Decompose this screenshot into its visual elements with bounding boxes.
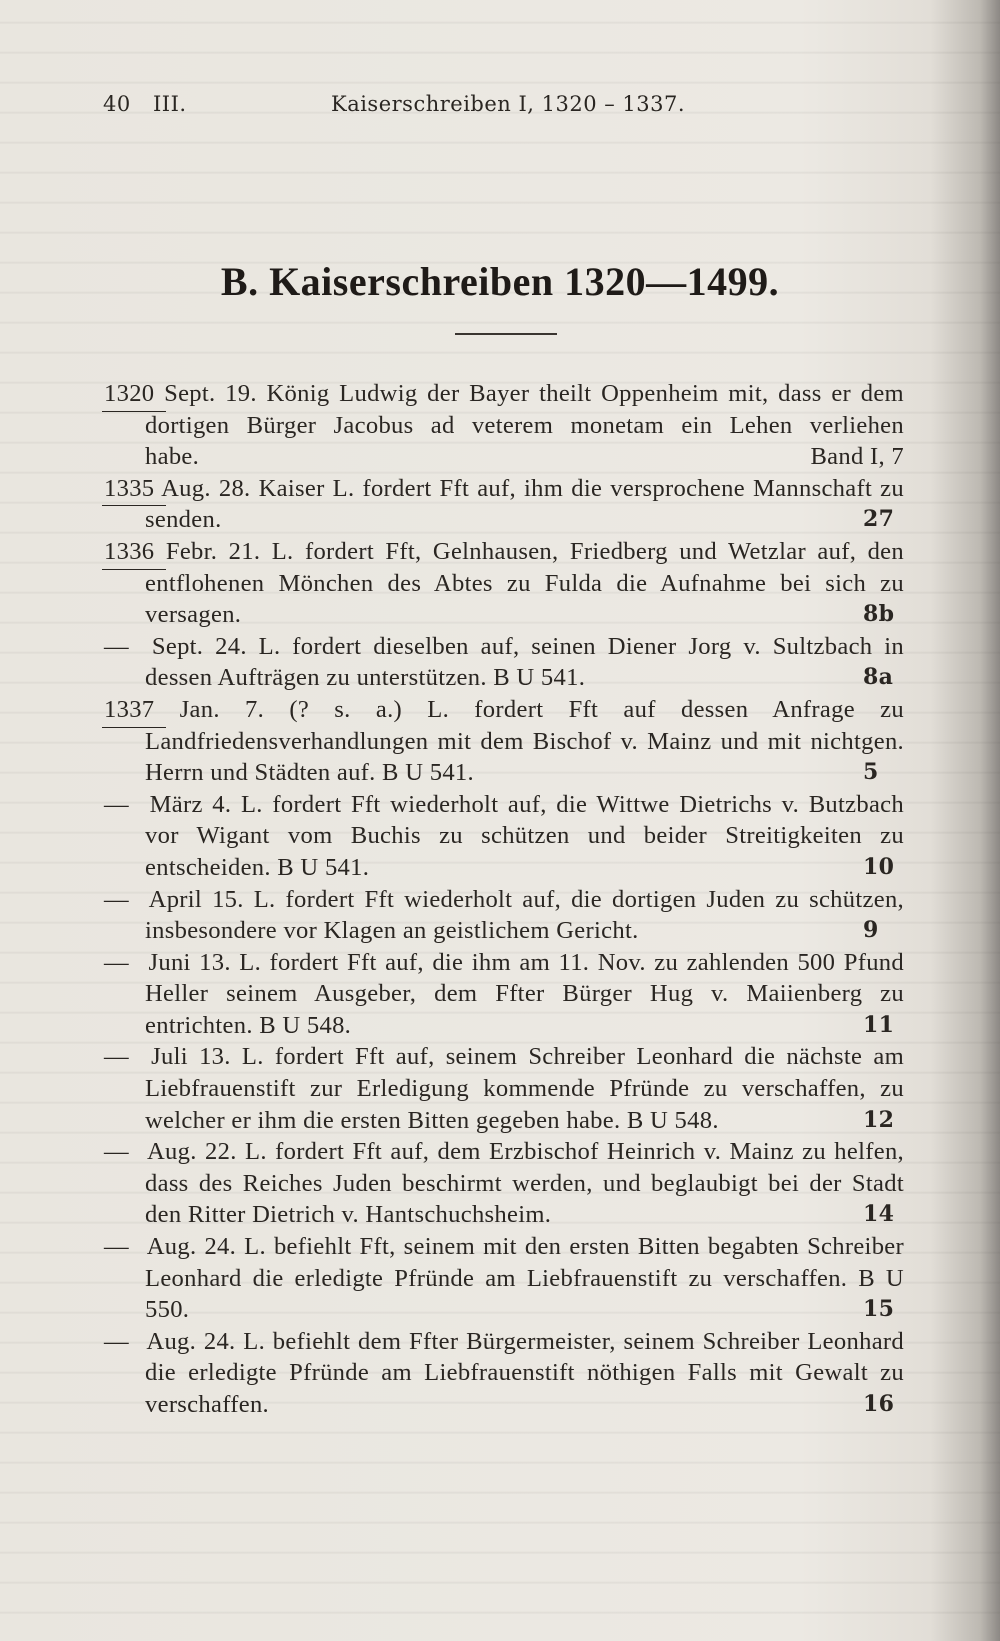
calendar-entry: 1335 Aug. 28. Kaiser L. fordert Fft auf, ihm die versprochene Mannschaft zu senden. 27: [104, 474, 904, 534]
same-year-dash: —: [104, 1043, 129, 1071]
entry-year: 1320: [104, 378, 154, 410]
entry-year: 1335: [104, 473, 154, 505]
calendar-entry: — März 4. L. fordert Fft wiederholt auf, die Wittwe Dietrichs v. Butzbach vor Wigant vom Buchis zu schützen und beider Streitigkeiten zu entscheiden. B U 541. 10: [104, 790, 904, 881]
entry-text: Aug. 24. L. befiehlt Fft, seinem mit den ersten Bitten begabten Schreiber Leonhard die erledigte Pfründe am Liebfrauenstift zu verschaffen. B U 550.: [140, 1233, 904, 1324]
entry-text: Febr. 21. L. fordert Fft, Gelnhausen, Friedberg und Wetzlar auf, den entflohenen Mönchen des Abtes zu Fulda die Aufnahme bei sich zu versagen.: [145, 537, 904, 629]
entry-text: Aug. 28. Kaiser L. fordert Fft auf, ihm die versprochene Mannschaft zu senden.: [145, 474, 904, 534]
same-year-dash: —: [104, 790, 129, 818]
page-number: 40: [103, 92, 131, 116]
same-year-dash: —: [104, 948, 129, 976]
entry-text: Sept. 24. L. fordert dieselben auf, seinen Diener Jorg v. Sultzbach in dessen Aufträgen zu unterstützen. B U 541.: [140, 632, 904, 692]
running-title: Kaiserschreiben I, 1320 – 1337.: [331, 92, 686, 116]
entry-text: April 15. L. fordert Fft wiederholt auf, die dortigen Juden zu schützen, insbesondere vor Klagen an geistlichem Gericht.: [140, 885, 904, 945]
entry-text: Aug. 22. L. fordert Fft auf, dem Erzbischof Heinrich v. Mainz zu helfen, dass des Reiches Juden beschirmt werden, und beglaubigt bei der Stadt den Ritter Dietrich v. Hantschuchsheim.: [140, 1138, 904, 1229]
entry-year: 1337: [104, 694, 154, 726]
part-number: III.: [153, 92, 187, 116]
entry-list: [104, 378, 904, 1421]
calendar-entry: [104, 378, 904, 473]
calendar-entry: — Juni 13. L. fordert Fft auf, die ihm am 11. Nov. zu zahlenden 500 Pfund Heller seinem Ausgeber, dem Ffter Bürger Hug v. Maiienberg zu entrichten. B U 548. 11: [104, 948, 904, 1039]
same-year-dash: —: [104, 885, 129, 913]
same-year-dash: —: [104, 1138, 129, 1166]
calendar-entry: 1337 Jan. 7. (? s. a.) L. fordert Fft auf dessen Anfrage zu Landfriedensverhandlungen mit dem Bischof v. Mainz und mit nichtgen. Herrn und Städten auf. B U 541. 5: [104, 695, 904, 787]
calendar-entry: — Juli 13. L. fordert Fft auf, seinem Schreiber Leonhard die nächste am Liebfrauenstift zur Erledigung kommende Pfründe zu verschaffen, zu welcher er ihm die ersten Bitten gegeben habe. B U 548. 12: [104, 1043, 904, 1134]
calendar-entry: — Aug. 24. L. befiehlt dem Ffter Bürgermeister, seinem Schreiber Leonhard die erledigte Pfründe am Liebfrauenstift nöthigen Falls mit Gewalt zu verschaffen. 16: [104, 1327, 904, 1418]
calendar-entry: — April 15. L. fordert Fft wiederholt auf, die dortigen Juden zu schützen, insbesondere vor Klagen an geistlichem Gericht. 9: [104, 885, 904, 945]
entry-text: März 4. L. fordert Fft wiederholt auf, die Wittwe Dietrichs v. Butzbach vor Wigant vom Buchis zu schützen und beider Streitigkeiten zu entscheiden. B U 541.: [140, 790, 904, 881]
entry-year: 1336: [104, 536, 154, 568]
entry-text: Jan. 7. (? s. a.) L. fordert Fft auf dessen Anfrage zu Landfriedensverhandlungen mit dem Bischof v. Mainz und mit nichtgen. Herrn und Städten auf. B U 541.: [145, 695, 904, 787]
entry-reference-number: Band I, 7: [810, 443, 904, 471]
entry-text: Juni 13. L. fordert Fft auf, die ihm am 11. Nov. zu zahlenden 500 Pfund Heller seinem Ausgeber, dem Ffter Bürger Hug v. Maiienberg zu entrichten. B U 548.: [140, 948, 904, 1039]
calendar-entry: — Sept. 24. L. fordert dieselben auf, seinen Diener Jorg v. Sultzbach in dessen Aufträgen zu unterstützen. B U 541. 8a: [104, 632, 904, 692]
same-year-dash: —: [104, 1327, 129, 1355]
same-year-dash: —: [104, 1233, 129, 1261]
calendar-entry: 1336 Febr. 21. L. fordert Fft, Gelnhausen, Friedberg und Wetzlar auf, den entflohenen Mönchen des Abtes zu Fulda die Aufnahme bei sich zu versagen. 8b: [104, 537, 904, 629]
entry-text: Aug. 24. L. befiehlt dem Ffter Bürgermeister, seinem Schreiber Leonhard die erledigte Pfründe am Liebfrauenstift nöthigen Falls mit Gewalt zu verschaffen.: [140, 1327, 904, 1418]
entry-text: Sept. 19. König Ludwig der Bayer theilt Oppenheim mit, dass er dem dortigen Bürger Jacobus ad veterem monetam ein Lehen verliehen habe.: [145, 380, 904, 471]
calendar-entry: — Aug. 22. L. fordert Fft auf, dem Erzbischof Heinrich v. Mainz zu helfen, dass des Reiches Juden beschirmt werden, und beglaubigt bei der Stadt den Ritter Dietrich v. Hantschuchsheim. 14: [104, 1138, 904, 1229]
section-title: B. Kaiserschreiben 1320—1499.: [220, 259, 780, 304]
same-year-dash: —: [104, 632, 129, 660]
entry-text: Juli 13. L. fordert Fft auf, seinem Schreiber Leonhard die nächste am Liebfrauenstift zur Erledigung kommende Pfründe zu verschaffen, zu welcher er ihm die ersten Bitten gegeben habe. B U 548.: [140, 1043, 904, 1134]
title-rule: [455, 333, 557, 335]
calendar-entry: — Aug. 24. L. befiehlt Fft, seinem mit den ersten Bitten begabten Schreiber Leonhard die erledigte Pfründe am Liebfrauenstift zu verschaffen. B U 550. 15: [104, 1233, 904, 1324]
